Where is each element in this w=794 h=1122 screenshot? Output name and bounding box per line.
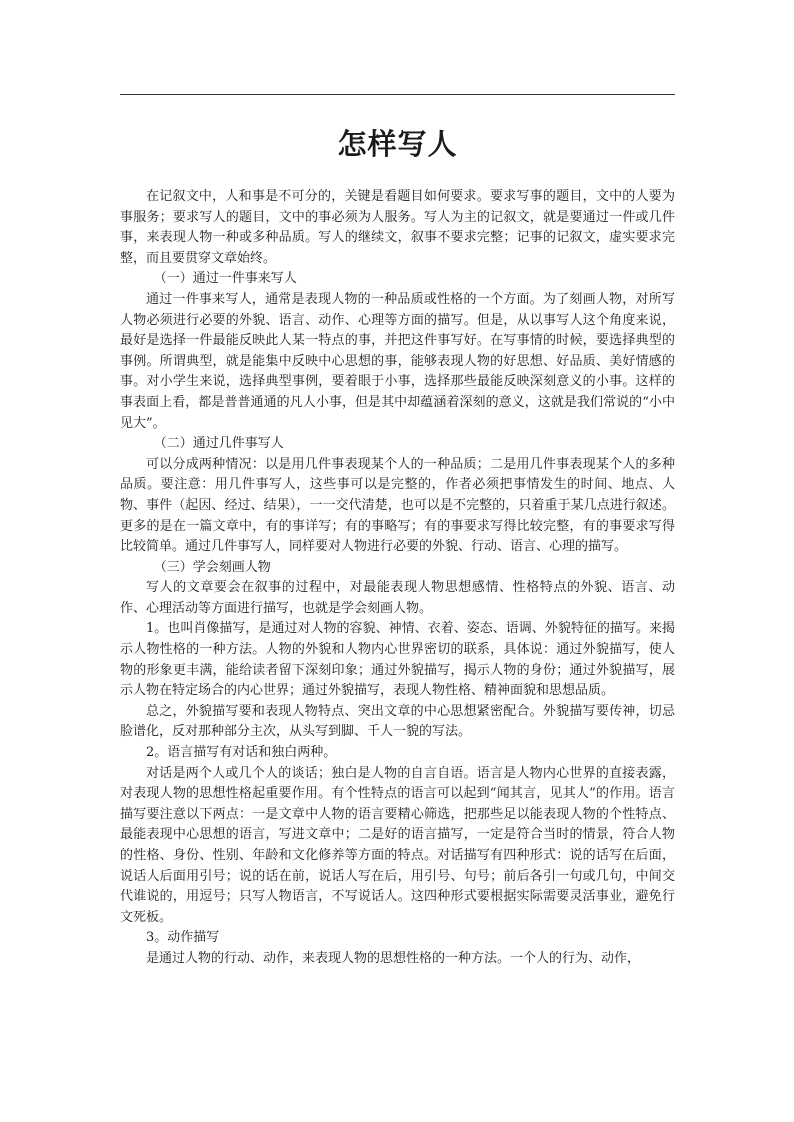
- page-title: 怎样写人: [337, 127, 458, 161]
- document-body: [120, 187, 675, 970]
- section-heading-1: （一）通过一件事来写人: [153, 271, 297, 287]
- body-paragraph: 通过一件事来写人，通常是表现人物的一种品质或性格的一个方面。为了刻画人物，对所写人物必须进行必要的外貌、语言、动作、心理等方面的描写。但是，从以事写人这个角度来说，最好是选择一件最能反映此人某一特点的事，并把这件事写好。在写事情的时候，要选择典型的事例。所谓典型，就是能集中反映中心思想的事，能够表现人物的好思想、好品质、美好情感的事。对小学生来说，选择典型事例，要着眼于小事，选择那些最能反映深刻意义的小事。这样的事表面上看，都是普普通通的凡人小事，但是其中却蕴涵着深刻的意义，这就是我们常说的“小中见大”。: [120, 291, 675, 431]
- subsection-heading-action: 3。动作描写: [146, 930, 220, 946]
- header-rule: [120, 94, 675, 95]
- body-paragraph: 对话是两个人或几个人的谈话；独白是人物的自言自语。语言是人物内心世界的直接表露，对表现人物的思想性格起重要作用。有个性特点的语言可以起到“闻其言，见其人”的作用。语言描写要注意以下两点：一是文章中人物的语言要精心筛选，把那些足以能表现人物的个性特点、最能表现中心思想的语言，写进文章中；二是好的语言描写，一定是符合当时的情景，符合人物的性格、身份、性别、年龄和文化修养等方面的特点。对话描写有四种形式：说的话写在后面，说话人后面用引号；说的话在前，说话人写在后，用引号、句号；前后各引一句或几句，中间交代谁说的，用逗号；只写人物语言，不写说话人。这四种形式要根据实际需要灵活事业，避免行文死板。: [120, 765, 675, 925]
- body-paragraph: 是通过人物的行动、动作，来表现人物的思想性格的一种方法。一个人的行为、动作，: [146, 950, 641, 966]
- body-paragraph: 写人的文章要会在叙事的过程中，对最能表现人物思想感情、性格特点的外貌、语言、动作、心理活动等方面进行描写，也就是学会刻画人物。: [120, 580, 675, 616]
- body-paragraph: 1。也叫肖像描写，是通过对人物的容貌、神情、衣着、姿态、语调、外貌特征的描写。来揭示人物性格的一种方法。人物的外貌和人物内心世界密切的联系，具体说：通过外貌描写，使人物的形象更丰满，能给读者留下深刻印象；通过外貌描写，揭示人物的身份；通过外貌描写，展示人物在特定场合的内心世界；通过外貌描写，表现人物性格、精神面貌和思想品质。: [120, 621, 675, 699]
- section-heading-2: （二）通过几件事写人: [153, 436, 284, 452]
- section-heading-3: （三）学会刻画人物: [153, 559, 271, 575]
- subsection-heading-language: 2。语言描写有对话和独白两种。: [146, 745, 337, 761]
- body-paragraph: 可以分成两种情况：以是用几件事表现某个人的一种品质；二是用几件事表现某个人的多种品质。要注意：用几件事写人，这些事可以是完整的，作者必须把事情发生的时间、地点、人物、事件（起因、经过、结果），一一交代清楚，也可以是不完整的，只着重于某几点进行叙述。更多的是在一篇文章中，有的事详写；有的事略写；有的事要求写得比较完整，有的事要求写得比较简单。通过几件事写人，同样要对人物进行必要的外貌、行动、语言、心理的描写。: [120, 456, 675, 555]
- intro-paragraph: 在记叙文中，人和事是不可分的，关键是看题目如何要求。要求写事的题目，文中的人要为事服务；要求写人的题目，文中的事必须为人服务。写人为主的记叙文，就是要通过一件或几件事，来表现人物一种或多种品质。写人的继续文，叙事不要求完整；记事的记叙文，虚实要求完整，而且要贯穿文章始终。: [120, 189, 675, 266]
- body-paragraph: 总之，外貌描写要和表现人物特点、突出文章的中心思想紧密配合。外貌描写要传神，切忌脸谱化，反对那种部分主次，从头写到脚、千人一貌的写法。: [120, 703, 675, 740]
